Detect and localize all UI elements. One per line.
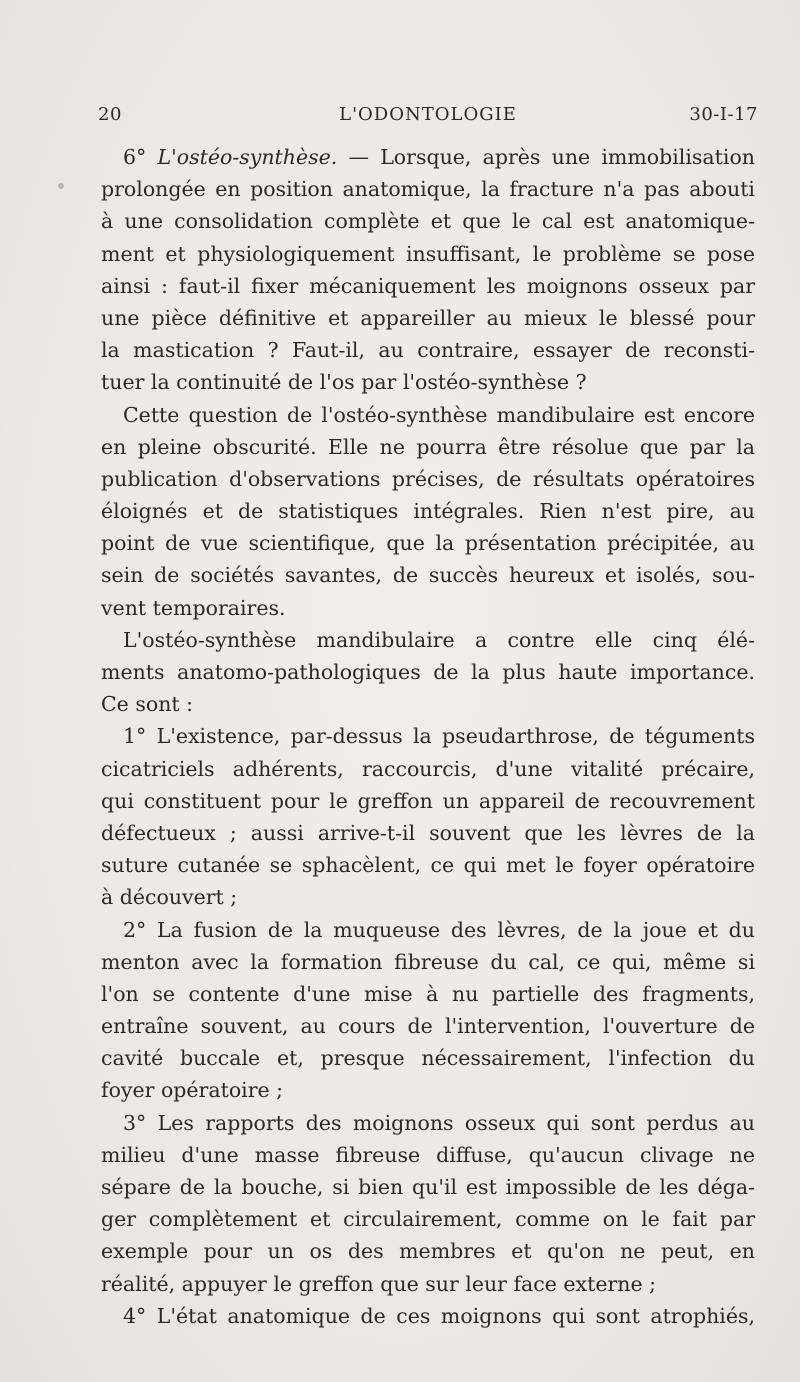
text-line: ments anatomo-pathologiques de la plus haute importance. <box>101 660 755 684</box>
text-line: 2° La fusion de la muqueuse des lèvres, de la joue et du <box>123 917 755 942</box>
text-line: une pièce définitive et appareiller au mieux le blessé pour <box>101 305 755 330</box>
page-number: 20 <box>98 104 122 125</box>
text-line: suture cutanée se sphacèlent, ce qui met le foyer opératoire <box>101 853 755 878</box>
text-line: cavité buccale et, presque nécessairement, l'infection du <box>101 1046 755 1071</box>
text-line: la mastication ? Faut-il, au contraire, essayer de reconsti- <box>101 338 755 363</box>
text-line: réalité, appuyer le greffon que sur leur face externe ; <box>101 1271 657 1296</box>
text-line: publication d'observations précises, de résultats opératoires <box>101 466 755 491</box>
text-line: menton avec la formation fibreuse du cal, ce qui, même si <box>101 949 755 974</box>
text-line: point de vue scientifique, que la présentation précipitée, au <box>101 531 755 556</box>
text-line: 4° L'état anatomique de ces moignons qui sont atrophiés, <box>123 1303 755 1328</box>
journal-title: L'ODONTOLOGIE <box>339 104 517 125</box>
text-line: à une consolidation complète et que le cal est anatomique- <box>101 209 755 234</box>
text-line: Cette question de l'ostéo-synthèse mandibulaire est encore <box>123 402 755 427</box>
text-line: ainsi : faut-il fixer mécaniquement les moignons osseux par <box>101 273 755 298</box>
text-line <box>101 141 755 173</box>
text-line: foyer opératoire ; <box>101 1078 284 1103</box>
text-line: en pleine obscurité. Elle ne pourra être résolue que par la <box>101 434 755 459</box>
section-title: L'ostéo-synthèse. <box>157 145 338 169</box>
text-line: défectueux ; aussi arrive-t-il souvent que les lèvres de la <box>101 820 755 845</box>
text-line: à découvert ; <box>101 885 238 910</box>
text-line: sein de sociétés savantes, de succès heureux et isolés, sou- <box>101 563 755 588</box>
text-line: milieu d'une masse fibreuse diffuse, qu'aucun clivage ne <box>101 1142 755 1167</box>
text-line: l'on se contente d'une mise à nu partielle des fragments, <box>101 981 755 1006</box>
section-number: 6° <box>123 145 147 169</box>
text-line: entraîne souvent, au cours de l'intervention, l'ouverture de <box>101 1014 755 1039</box>
running-header <box>98 104 758 134</box>
text-line: 1° L'existence, par-dessus la pseudarthrose, de téguments <box>123 724 755 749</box>
text-line: 3° Les rapports des moignons osseux qui sont perdus au <box>123 1110 755 1135</box>
text-line: prolongée en position anatomique, la fracture n'a pas abouti <box>101 177 755 202</box>
text-line: Ce sont : <box>101 692 194 717</box>
text-line: sépare de la bouche, si bien qu'il est impossible de les déga- <box>101 1175 755 1199</box>
text-line: exemple pour un os des membres et qu'on ne peut, en <box>101 1239 755 1264</box>
text-line: tuer la continuité de l'os par l'ostéo-synthèse ? <box>101 370 587 395</box>
text-line: ment et physiologiquement insuffisant, le problème se pose <box>101 241 755 266</box>
article-body <box>101 141 755 1332</box>
text-line: ger complètement et circulairement, comme on le fait par <box>101 1207 755 1232</box>
issue-date: 30-I-17 <box>689 104 758 125</box>
section-lead: — Lorsque, après une immobilisation <box>348 145 755 169</box>
paper-speck <box>58 183 64 189</box>
text-line: éloignés et de statistiques intégrales. Rien n'est pire, au <box>101 499 755 524</box>
text-line: cicatriciels adhérents, raccourcis, d'une vitalité précaire, <box>101 756 755 781</box>
text-line: vent temporaires. <box>101 595 286 620</box>
text-line: L'ostéo-synthèse mandibulaire a contre elle cinq élé- <box>123 627 755 652</box>
text-line: qui constituent pour le greffon un appareil de recouvrement <box>101 788 755 813</box>
